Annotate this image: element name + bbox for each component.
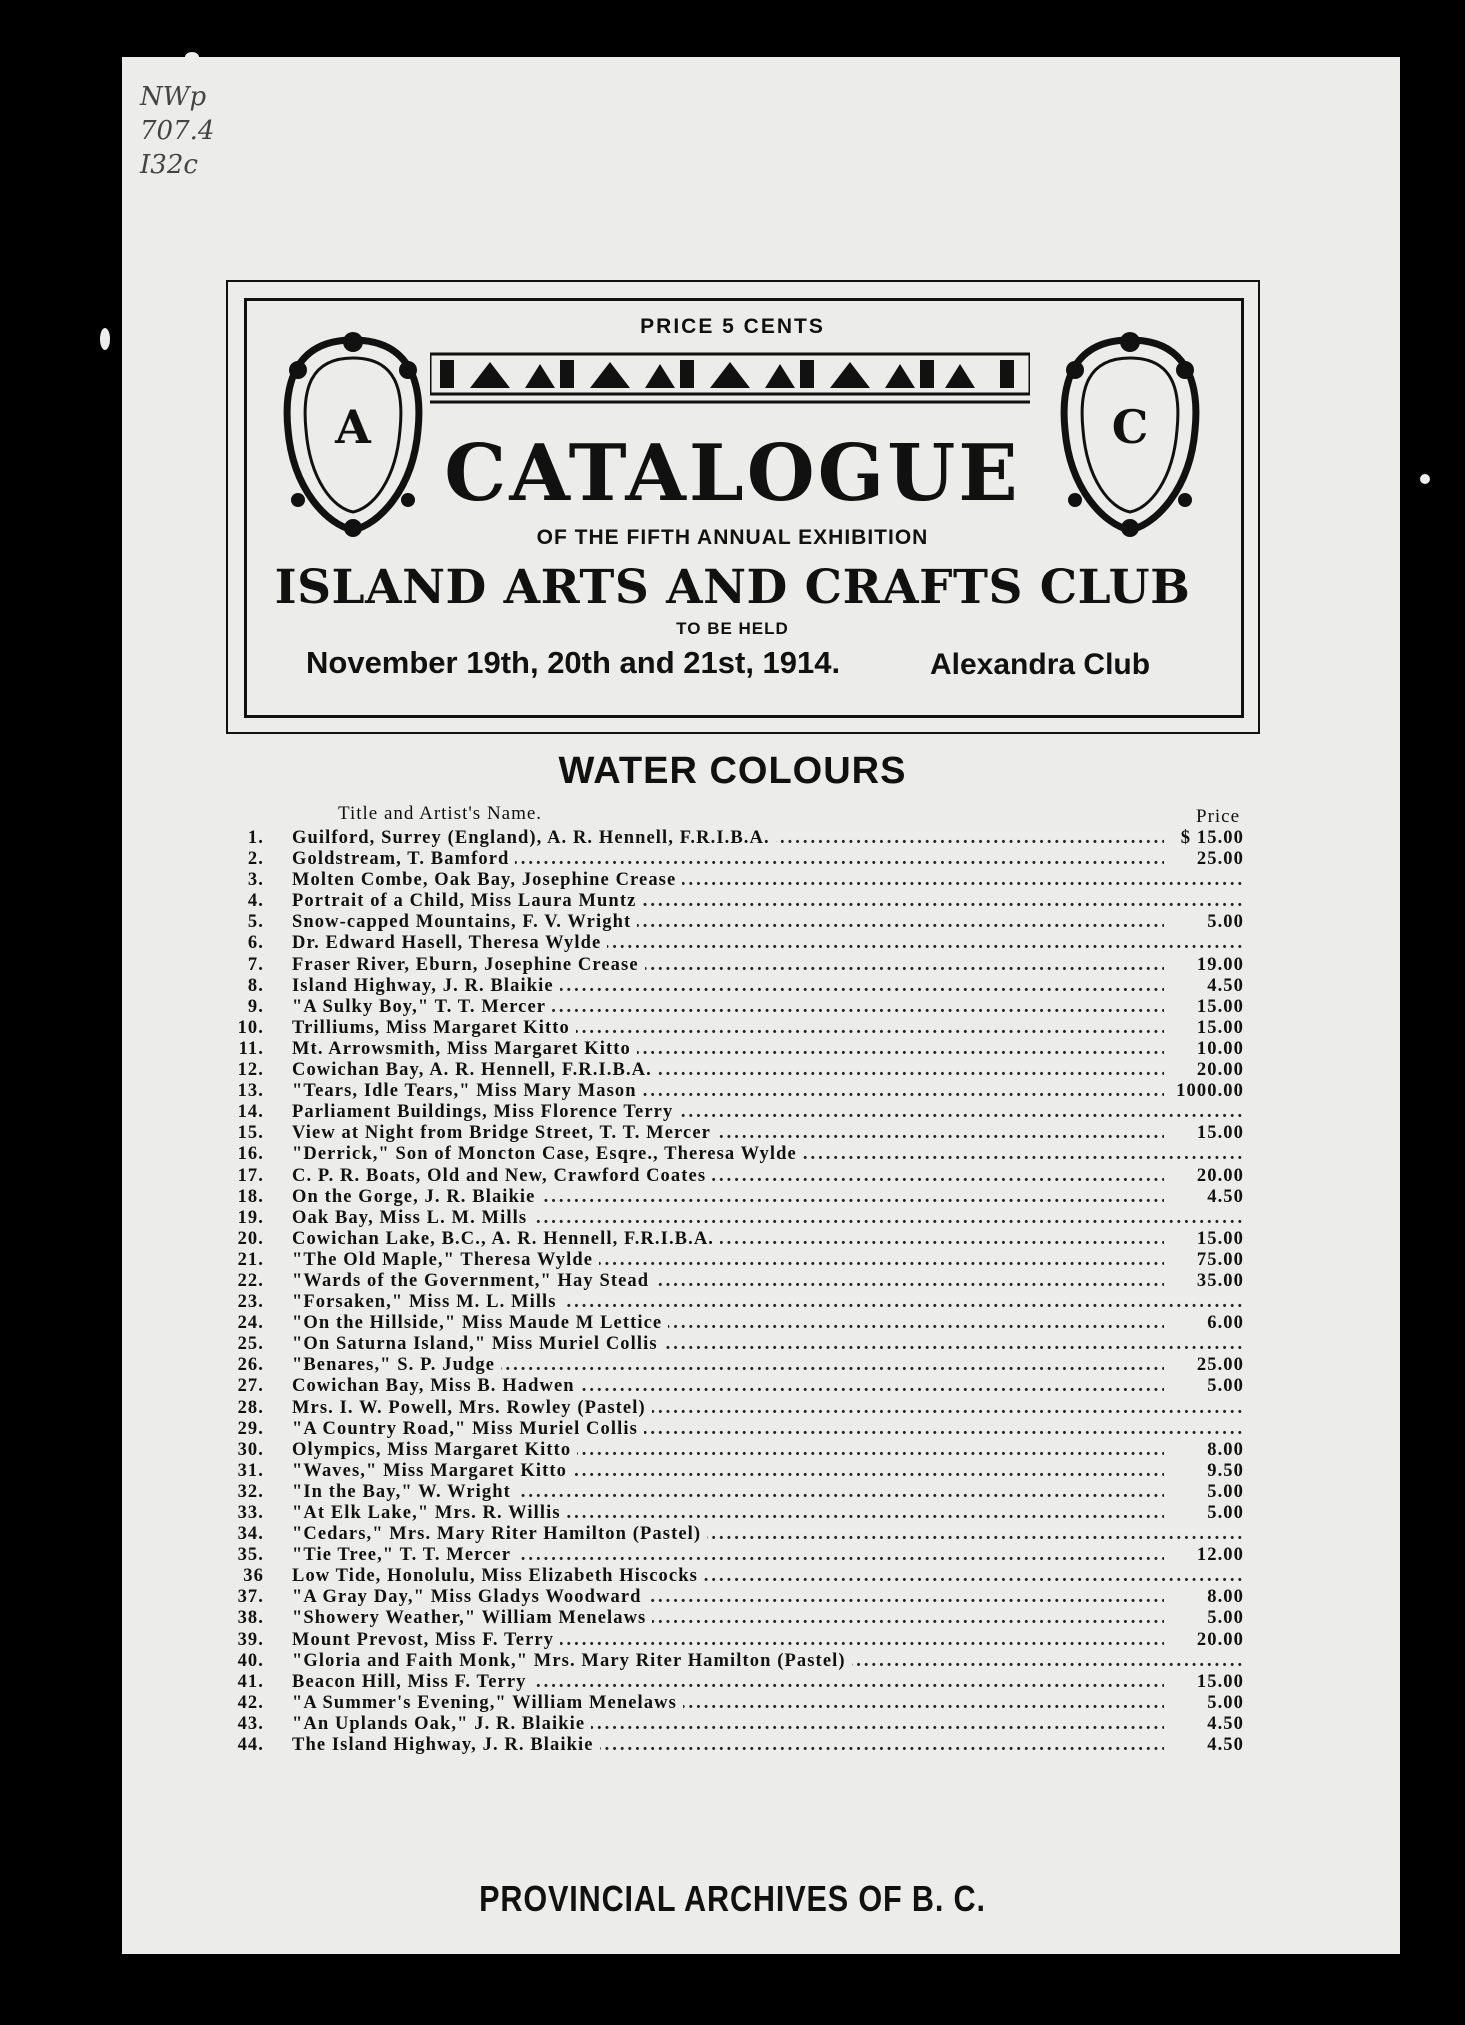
entry-number: 41. bbox=[237, 1671, 264, 1692]
monogram-letter-a: A bbox=[335, 400, 371, 454]
catalogue-entry bbox=[232, 1440, 1252, 1461]
entry-price: 5.00 bbox=[1164, 1482, 1244, 1503]
entry-number: 27. bbox=[237, 1376, 264, 1397]
entry-title-text: Guilford, Surrey (England), A. R. Hennell, F.R.I.B.A. bbox=[292, 828, 776, 848]
entry-title-text: Olympics, Miss Margaret Kitto bbox=[292, 1440, 577, 1460]
entry-title bbox=[292, 1271, 1242, 1292]
entry-title bbox=[292, 849, 1242, 870]
entry-title bbox=[292, 1461, 1242, 1482]
entry-number: 11. bbox=[238, 1038, 264, 1059]
entry-title bbox=[292, 1081, 1242, 1102]
entry-title-text: "Tie Tree," T. T. Mercer bbox=[292, 1545, 517, 1565]
entry-number: 13. bbox=[237, 1081, 264, 1102]
entry-price: 1000.00 bbox=[1164, 1081, 1244, 1102]
entry-title-text: Cowichan Bay, Miss B. Hadwen bbox=[292, 1376, 581, 1396]
catalogue-entry bbox=[232, 1355, 1252, 1376]
entry-title bbox=[292, 1440, 1242, 1461]
entry-title bbox=[292, 1018, 1242, 1039]
entry-number: 8. bbox=[247, 975, 264, 996]
ornamental-frieze bbox=[430, 352, 1030, 412]
price-label: PRICE 5 CENTS bbox=[640, 315, 825, 338]
entry-title-text: Mt. Arrowsmith, Miss Margaret Kitto bbox=[292, 1039, 637, 1059]
catalogue-entry bbox=[232, 1608, 1252, 1629]
entry-price: 20.00 bbox=[1164, 1060, 1244, 1081]
catalogue-entry bbox=[232, 1334, 1252, 1355]
entry-price: 4.50 bbox=[1164, 976, 1244, 997]
entry-price: 20.00 bbox=[1164, 1630, 1244, 1651]
entry-title-text: View at Night from Bridge Street, T. T. Mercer bbox=[292, 1123, 717, 1143]
catalogue-entry bbox=[232, 1208, 1252, 1229]
entry-price: 8.00 bbox=[1164, 1587, 1244, 1608]
entry-number: 31. bbox=[237, 1460, 264, 1481]
entry-number: 29. bbox=[237, 1418, 264, 1439]
catalogue-entry bbox=[232, 1271, 1252, 1292]
entry-number: 9. bbox=[247, 996, 264, 1017]
entry-price: 5.00 bbox=[1164, 1693, 1244, 1714]
entry-title bbox=[292, 976, 1242, 997]
archive-stamp: PROVINCIAL ARCHIVES OF B. C. bbox=[479, 1878, 986, 1919]
catalogue-entry bbox=[232, 1735, 1252, 1756]
entry-number: 43. bbox=[237, 1713, 264, 1734]
catalogue-entry bbox=[232, 1545, 1252, 1566]
entry-title bbox=[292, 1376, 1242, 1397]
entry-title-text: "Forsaken," Miss M. L. Mills bbox=[292, 1292, 563, 1312]
catalogue-entry bbox=[232, 997, 1252, 1018]
catalogue-list bbox=[232, 828, 1252, 1756]
entry-title-text: "Benares," S. P. Judge bbox=[292, 1355, 501, 1375]
entry-number: 6. bbox=[247, 933, 264, 954]
catalogue-entry bbox=[232, 891, 1252, 912]
entry-title-text: The Island Highway, J. R. Blaikie bbox=[292, 1735, 600, 1755]
entry-number: 42. bbox=[237, 1692, 264, 1713]
entry-title-text: Oak Bay, Miss L. M. Mills bbox=[292, 1208, 533, 1228]
catalogue-entry bbox=[232, 912, 1252, 933]
catalogue-entry bbox=[232, 1081, 1252, 1102]
catalogue-entry bbox=[232, 1060, 1252, 1081]
entry-number: 12. bbox=[237, 1060, 264, 1081]
entry-price: 25.00 bbox=[1164, 849, 1244, 870]
catalogue-entry bbox=[232, 1672, 1252, 1693]
entry-price: 5.00 bbox=[1164, 1503, 1244, 1524]
entry-title-text: "A Sulky Boy," T. T. Mercer bbox=[292, 997, 552, 1017]
entry-title-text: Goldstream, T. Bamford bbox=[292, 849, 515, 869]
entry-title bbox=[292, 1313, 1242, 1334]
entry-title-text: Mount Prevost, Miss F. Terry bbox=[292, 1630, 560, 1650]
entry-number: 39. bbox=[237, 1629, 264, 1650]
entry-number: 35. bbox=[237, 1545, 264, 1566]
entry-number: 19. bbox=[237, 1207, 264, 1228]
entry-title-text: "Derrick," Son of Moncton Case, Esqre., Theresa Wylde bbox=[292, 1144, 803, 1164]
entry-title bbox=[292, 1735, 1242, 1756]
entry-number: 44. bbox=[237, 1735, 264, 1756]
column-title-header: Title and Artist's Name. bbox=[338, 803, 543, 824]
entry-number: 14. bbox=[237, 1102, 264, 1123]
entry-price: 12.00 bbox=[1164, 1545, 1244, 1566]
entry-title bbox=[292, 1334, 1242, 1355]
entry-price: 35.00 bbox=[1164, 1271, 1244, 1292]
entry-title-text: "The Old Maple," Theresa Wylde bbox=[292, 1250, 599, 1270]
entry-number: 33. bbox=[237, 1503, 264, 1523]
entry-title-text: "A Country Road," Miss Muriel Collis bbox=[292, 1419, 644, 1439]
entry-title bbox=[292, 1166, 1242, 1187]
entry-price: 15.00 bbox=[1164, 1018, 1244, 1039]
entry-title bbox=[292, 933, 1242, 954]
entry-title-text: Dr. Edward Hasell, Theresa Wylde bbox=[292, 933, 607, 953]
entry-title bbox=[292, 1503, 1242, 1524]
catalogue-title: CATALOGUE bbox=[444, 428, 1021, 519]
entry-title bbox=[292, 1714, 1242, 1735]
entry-number: 7. bbox=[247, 954, 264, 975]
entry-title-text: Beacon Hill, Miss F. Terry bbox=[292, 1672, 533, 1692]
entry-title bbox=[292, 912, 1242, 933]
catalogue-entry bbox=[232, 1376, 1252, 1397]
catalogue-entry bbox=[232, 976, 1252, 997]
club-name: ISLAND ARTS AND CRAFTS CLUB bbox=[274, 560, 1191, 615]
entry-number: 17. bbox=[237, 1165, 264, 1186]
catalogue-entry bbox=[232, 1630, 1252, 1651]
entry-title bbox=[292, 1566, 1242, 1587]
entry-price: 8.00 bbox=[1164, 1440, 1244, 1461]
entry-title-text: "An Uplands Oak," J. R. Blaikie bbox=[292, 1714, 591, 1734]
entry-price: 4.50 bbox=[1164, 1735, 1244, 1756]
entry-title bbox=[292, 997, 1242, 1018]
entry-title bbox=[292, 1419, 1242, 1440]
entry-price: 9.50 bbox=[1164, 1461, 1244, 1482]
entry-title bbox=[292, 955, 1242, 976]
entry-title bbox=[292, 1398, 1242, 1419]
catalogue-entry bbox=[232, 1018, 1252, 1039]
catalogue-entry bbox=[232, 1503, 1252, 1524]
entry-title-text: Parliament Buildings, Miss Florence Terry bbox=[292, 1102, 679, 1122]
entry-title-text: "On Saturna Island," Miss Muriel Collis bbox=[292, 1334, 664, 1354]
entry-price: 15.00 bbox=[1164, 1123, 1244, 1144]
entry-title bbox=[292, 1292, 1242, 1313]
entry-title-text: "At Elk Lake," Mrs. R. Willis bbox=[292, 1503, 567, 1523]
entry-number: 24. bbox=[237, 1313, 264, 1334]
section-title: WATER COLOURS bbox=[558, 750, 907, 792]
exhibition-dates: November 19th, 20th and 21st, 1914. bbox=[306, 645, 841, 680]
entry-title bbox=[292, 1229, 1242, 1250]
entry-title bbox=[292, 1524, 1242, 1545]
catalogue-entry bbox=[232, 1039, 1252, 1060]
entry-price: 19.00 bbox=[1164, 955, 1244, 976]
entry-title-text: Island Highway, J. R. Blaikie bbox=[292, 976, 560, 996]
entry-title bbox=[292, 1651, 1242, 1672]
entry-title-text: "Gloria and Faith Monk," Mrs. Mary Riter Hamilton (Pastel) bbox=[292, 1651, 852, 1671]
entry-title bbox=[292, 1608, 1242, 1629]
entry-price: 5.00 bbox=[1164, 1376, 1244, 1397]
catalogue-entry bbox=[232, 1693, 1252, 1714]
entry-title-text: Trilliums, Miss Margaret Kitto bbox=[292, 1018, 576, 1038]
entry-title-text: Molten Combe, Oak Bay, Josephine Crease bbox=[292, 870, 682, 890]
entry-title-text: "In the Bay," W. Wright bbox=[292, 1482, 517, 1502]
entry-title-text: "Showery Weather," William Menelaws bbox=[292, 1608, 652, 1628]
entry-number: 28. bbox=[237, 1397, 264, 1418]
scan-speck bbox=[100, 328, 110, 350]
entry-number: 3. bbox=[247, 870, 264, 891]
entry-title bbox=[292, 1482, 1242, 1503]
entry-number: 4. bbox=[247, 891, 264, 912]
entry-title-text: C. P. R. Boats, Old and New, Crawford Coates bbox=[292, 1166, 712, 1186]
entry-price: 5.00 bbox=[1164, 912, 1244, 933]
entry-title bbox=[292, 1144, 1242, 1165]
entry-title bbox=[292, 1355, 1242, 1376]
entry-number: 21. bbox=[237, 1249, 264, 1270]
entry-title-text: On the Gorge, J. R. Blaikie bbox=[292, 1187, 541, 1207]
entry-price: 20.00 bbox=[1164, 1166, 1244, 1187]
scan-speck bbox=[185, 52, 199, 62]
entry-title-text: Snow-capped Mountains, F. V. Wright bbox=[292, 912, 637, 932]
column-price-header: Price bbox=[1196, 806, 1241, 827]
entry-title-text: Mrs. I. W. Powell, Mrs. Rowley (Pastel) bbox=[292, 1398, 652, 1418]
entry-title-text: Fraser River, Eburn, Josephine Crease bbox=[292, 955, 645, 975]
to-be-held-label: TO BE HELD bbox=[676, 619, 789, 638]
scan-speck bbox=[1420, 474, 1430, 484]
catalogue-entry bbox=[232, 1651, 1252, 1672]
entry-price: 5.00 bbox=[1164, 1608, 1244, 1629]
entry-title-text: Portrait of a Child, Miss Laura Muntz bbox=[292, 891, 642, 911]
entry-title bbox=[292, 1123, 1242, 1144]
entry-number: 36 bbox=[243, 1566, 264, 1587]
entry-number: 38. bbox=[237, 1608, 264, 1629]
entry-number: 34. bbox=[237, 1524, 264, 1545]
entry-title bbox=[292, 1250, 1242, 1271]
catalogue-entry bbox=[232, 1714, 1252, 1735]
catalogue-entry bbox=[232, 1102, 1252, 1123]
entry-price: 4.50 bbox=[1164, 1187, 1244, 1208]
entry-number: 40. bbox=[237, 1650, 264, 1671]
entry-title bbox=[292, 1102, 1242, 1123]
catalogue-entry bbox=[232, 1292, 1252, 1313]
entry-title-text: "Waves," Miss Margaret Kitto bbox=[292, 1461, 573, 1481]
entry-title bbox=[292, 1587, 1242, 1608]
entry-number: 2. bbox=[247, 849, 264, 870]
entry-title-text: Cowichan Lake, B.C., A. R. Hennell, F.R.I.B.A. bbox=[292, 1229, 720, 1249]
entry-price: $ 15.00 bbox=[1164, 828, 1244, 849]
entry-number: 30. bbox=[237, 1439, 264, 1460]
entry-title bbox=[292, 891, 1242, 912]
entry-price: 15.00 bbox=[1164, 1229, 1244, 1250]
catalogue-entry bbox=[232, 1524, 1252, 1545]
catalogue-entry bbox=[232, 1398, 1252, 1419]
entry-price: 15.00 bbox=[1164, 1672, 1244, 1693]
monogram-letter-c: C bbox=[1111, 400, 1149, 454]
entry-title-text: "On the Hillside," Miss Maude M Lettice bbox=[292, 1313, 668, 1333]
entry-title-text: "Wards of the Government," Hay Stead bbox=[292, 1271, 655, 1291]
entry-number: 37. bbox=[237, 1587, 264, 1608]
catalogue-entry bbox=[232, 955, 1252, 976]
entry-number: 18. bbox=[237, 1186, 264, 1207]
entry-number: 25. bbox=[237, 1334, 264, 1355]
entry-title bbox=[292, 870, 1242, 891]
entry-title-text: "A Gray Day," Miss Gladys Woodward bbox=[292, 1587, 648, 1607]
entry-number: 16. bbox=[237, 1144, 264, 1165]
entry-title-text: Cowichan Bay, A. R. Hennell, F.R.I.B.A. bbox=[292, 1060, 658, 1080]
entry-title bbox=[292, 1545, 1242, 1566]
entry-title bbox=[292, 1630, 1242, 1651]
entry-title-text: "Cedars," Mrs. Mary Riter Hamilton (Pastel) bbox=[292, 1524, 707, 1544]
entry-number: 32. bbox=[237, 1481, 264, 1502]
entry-title bbox=[292, 1039, 1242, 1060]
catalogue-entry bbox=[232, 1166, 1252, 1187]
entry-number: 22. bbox=[237, 1270, 264, 1291]
entry-number: 15. bbox=[237, 1123, 264, 1144]
exhibition-subtitle: OF THE FIFTH ANNUAL EXHIBITION bbox=[536, 526, 929, 549]
catalogue-entry bbox=[232, 870, 1252, 891]
catalogue-entry bbox=[232, 1123, 1252, 1144]
entry-number: 20. bbox=[237, 1228, 264, 1249]
entry-title-text: "A Summer's Evening," William Menelaws bbox=[292, 1693, 683, 1713]
catalogue-entry bbox=[232, 1482, 1252, 1503]
catalogue-entry bbox=[232, 849, 1252, 870]
catalogue-entry bbox=[232, 1250, 1252, 1271]
entry-title-text: "Tears, Idle Tears," Miss Mary Mason bbox=[292, 1081, 643, 1101]
catalogue-entry bbox=[232, 1187, 1252, 1208]
catalogue-entry bbox=[232, 1144, 1252, 1165]
entry-title bbox=[292, 1672, 1242, 1693]
entry-price: 10.00 bbox=[1164, 1039, 1244, 1060]
entry-number: 23. bbox=[237, 1292, 264, 1313]
entry-price: 75.00 bbox=[1164, 1250, 1244, 1271]
exhibition-venue: Alexandra Club bbox=[930, 648, 1151, 681]
catalogue-entry bbox=[232, 933, 1252, 954]
catalogue-entry bbox=[232, 1419, 1252, 1440]
entry-number: 5. bbox=[247, 912, 264, 933]
catalogue-entry bbox=[232, 1566, 1252, 1587]
entry-price: 25.00 bbox=[1164, 1355, 1244, 1376]
entry-title bbox=[292, 1208, 1242, 1229]
catalogue-entry bbox=[232, 1461, 1252, 1482]
entry-price: 6.00 bbox=[1164, 1313, 1244, 1334]
catalogue-entry bbox=[232, 1229, 1252, 1250]
entry-price: 15.00 bbox=[1164, 997, 1244, 1018]
catalogue-entry bbox=[232, 828, 1252, 849]
entry-title bbox=[292, 1693, 1242, 1714]
entry-number: 26. bbox=[237, 1355, 264, 1376]
entry-number: 10. bbox=[237, 1017, 264, 1038]
entry-title bbox=[292, 1060, 1242, 1081]
handwritten-call-number: NWp 707.4 I32c bbox=[140, 82, 215, 180]
entry-title bbox=[292, 828, 1242, 849]
entry-title-text: Low Tide, Honolulu, Miss Elizabeth Hiscocks bbox=[292, 1566, 704, 1586]
entry-title bbox=[292, 1187, 1242, 1208]
catalogue-entry bbox=[232, 1587, 1252, 1608]
entry-number: 1. bbox=[247, 828, 264, 848]
entry-price: 4.50 bbox=[1164, 1714, 1244, 1735]
catalogue-entry bbox=[232, 1313, 1252, 1334]
